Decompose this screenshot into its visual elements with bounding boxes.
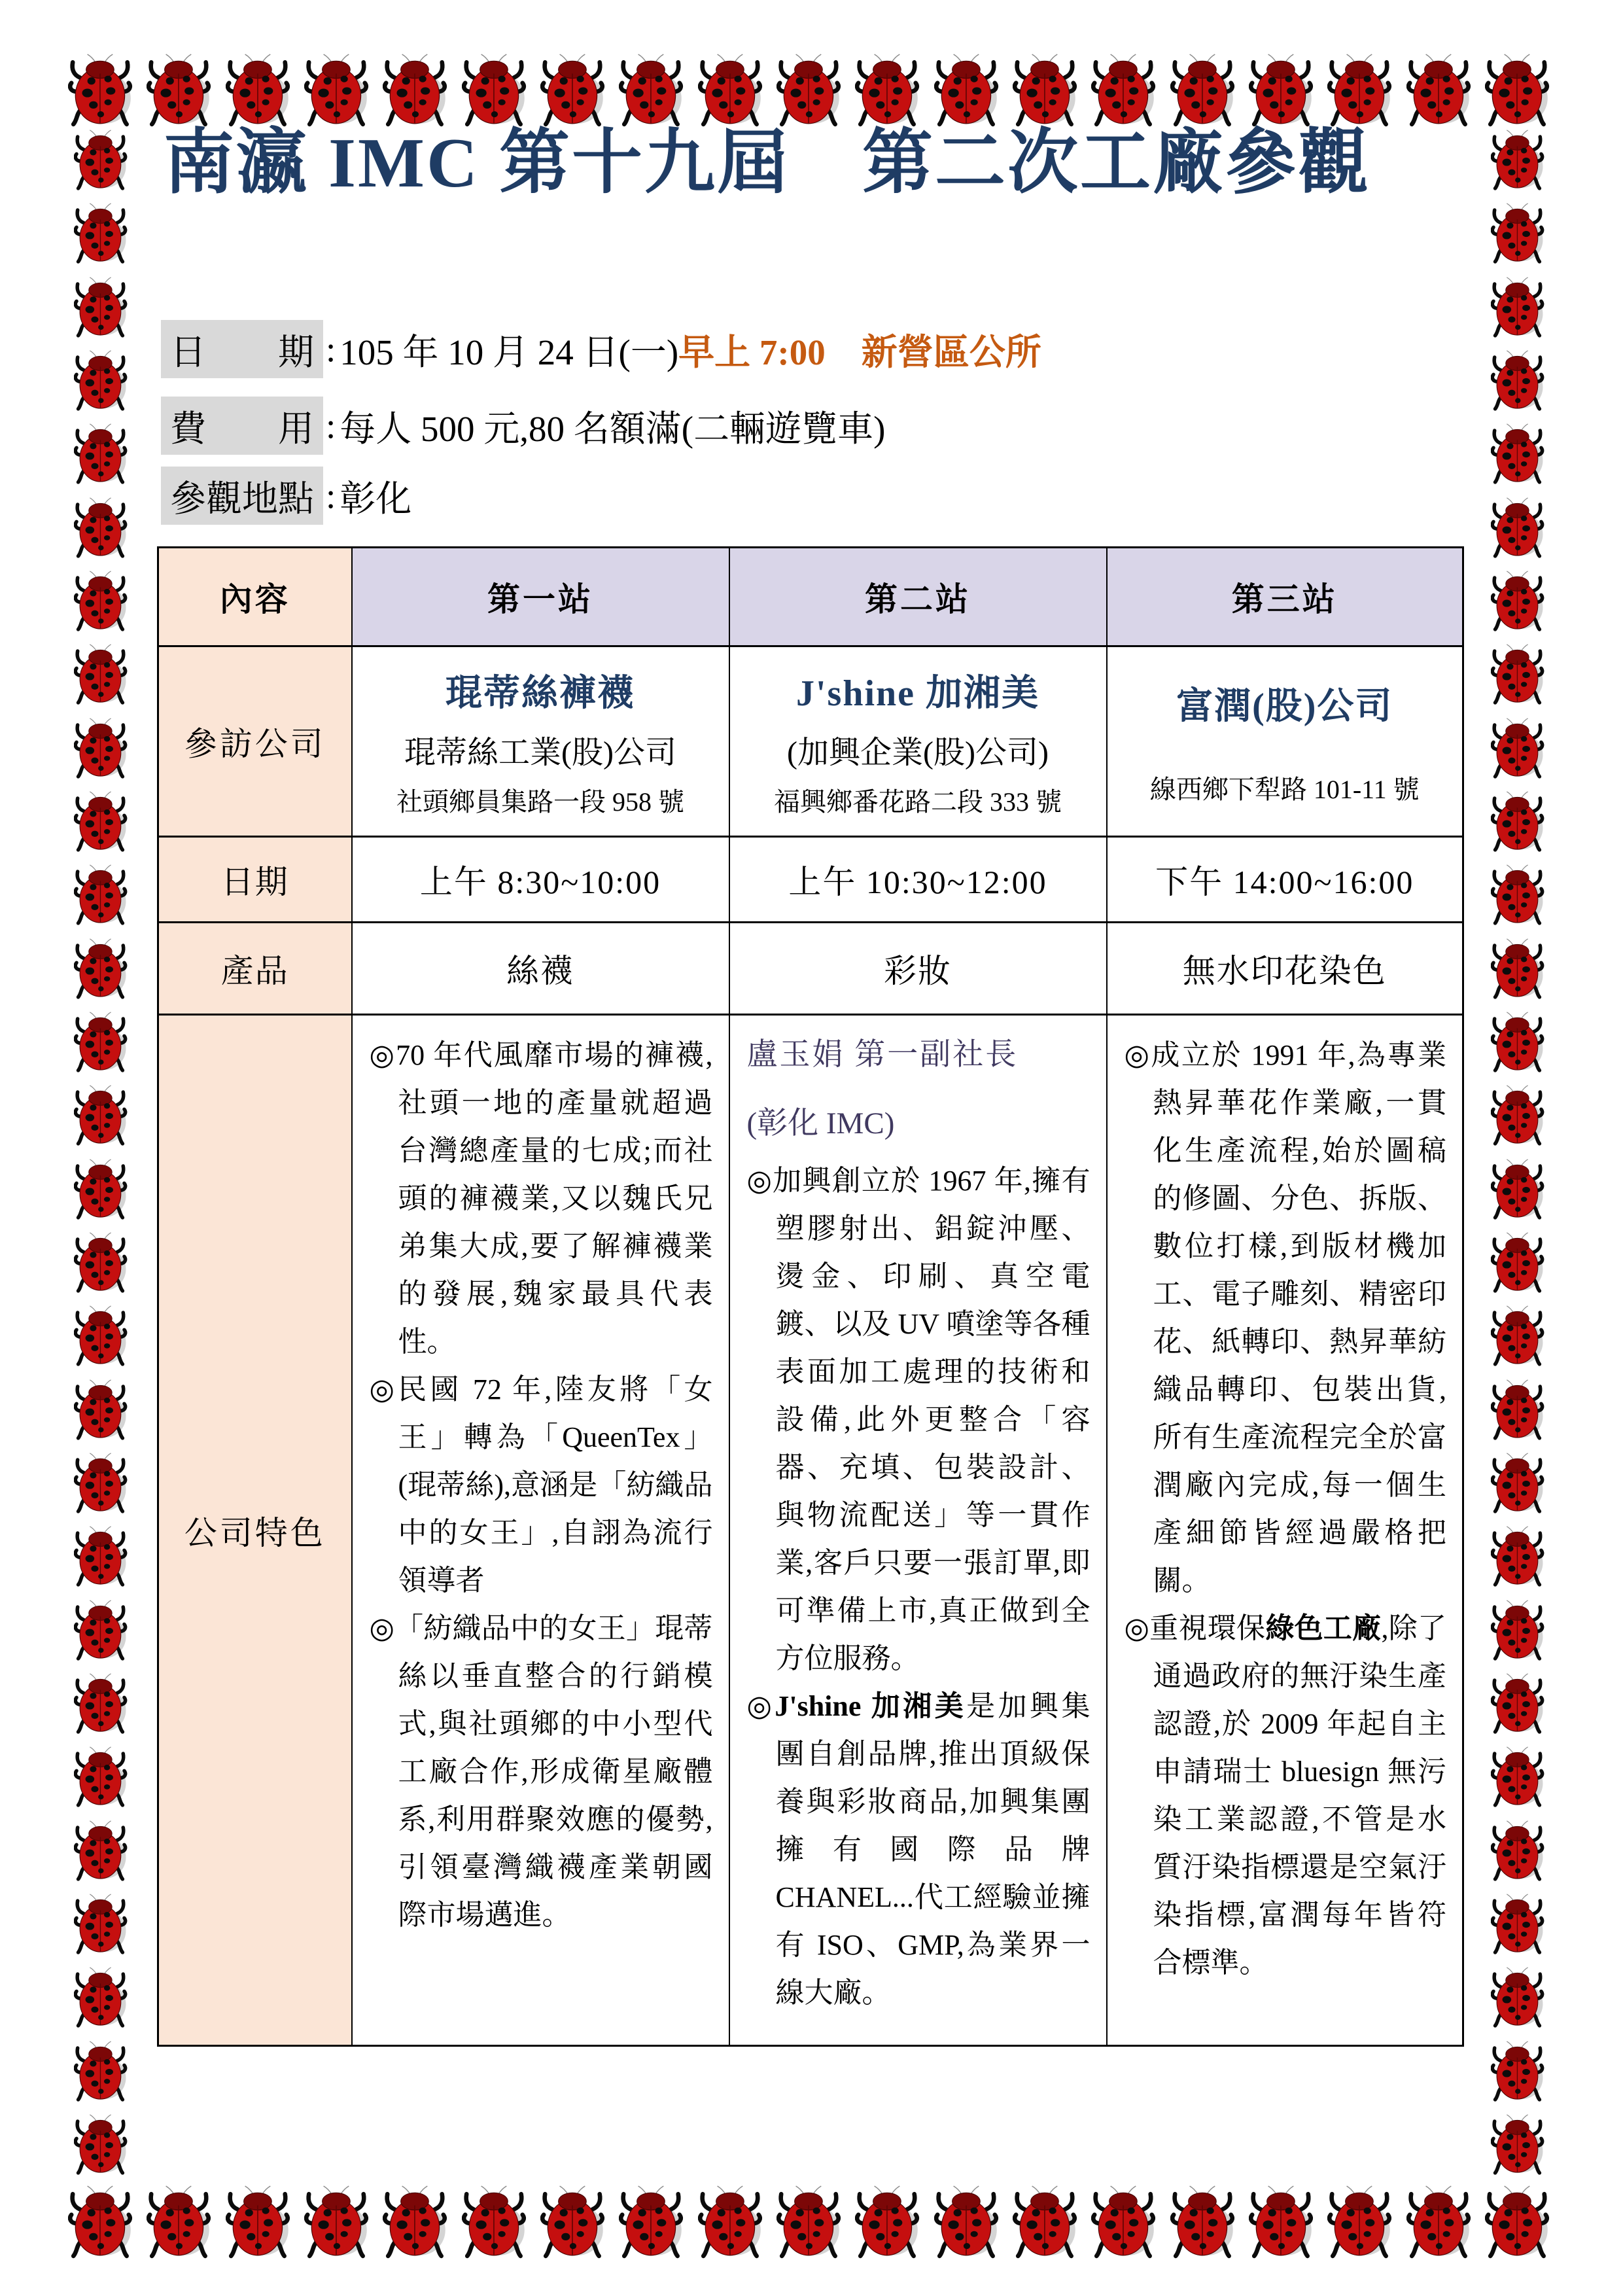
features-stop2 <box>729 1015 1107 2046</box>
ladybug-icon <box>1491 1012 1547 1074</box>
ladybug-icon <box>1091 2185 1159 2260</box>
ladybug-icon <box>74 864 130 927</box>
ladybug-icon <box>1491 1159 1547 1221</box>
ladybug-icon <box>74 1967 130 2029</box>
ladybug-icon <box>1170 2185 1238 2260</box>
ladybug-icon <box>1406 2185 1475 2260</box>
ladybug-icon <box>74 130 130 192</box>
ladybug-icon <box>1491 791 1547 853</box>
ladybug-icon <box>74 1305 130 1368</box>
ladybug-icon <box>1491 1600 1547 1662</box>
feature-paragraph: ◎重視環保綠色工廠,除了通過政府的無汙染生產認證,於 2009 年起自主申請瑞士 bluesign 無污染工業認證,不管是水質汙染指標還是空氣汙染指標,富潤每年皆符合標準。 <box>1124 1612 1446 1979</box>
feature-paragraph: ◎J'shine 加湘美是加興集團自創品牌,推出頂級保養與彩妝商品,加興集團擁有國際品牌 CHANEL...代工經驗並擁有 ISO、GMP,為業界一線大廠。 <box>746 1690 1091 2009</box>
company-subtitle: 琨蒂絲工業(股)公司 <box>404 735 676 770</box>
fee-label: 費 用 <box>161 397 323 455</box>
ladybug-icon <box>1491 1232 1547 1294</box>
ladybug-icon <box>698 2185 766 2260</box>
ladybug-icon <box>74 2041 130 2103</box>
company-address: 社頭鄉員集路一段 958 號 <box>396 787 684 817</box>
ladybug-icon <box>1491 423 1547 486</box>
company-name: J'shine 加湘美 <box>795 673 1040 714</box>
ladybug-icon <box>226 2185 294 2260</box>
ladybug-border-bottom <box>68 2184 1553 2261</box>
ladybug-icon <box>1491 2041 1547 2103</box>
company-stop1 <box>352 646 729 837</box>
ladybug-icon <box>74 1894 130 1956</box>
ladybug-icon <box>74 644 130 706</box>
ladybug-icon <box>1491 1379 1547 1441</box>
row-label-features: 公司特色 <box>158 1015 352 2046</box>
product-stop1: 絲襪 <box>352 923 729 1015</box>
ladybug-icon <box>1013 2185 1081 2260</box>
time-stop3: 下午 14:00~16:00 <box>1107 837 1463 923</box>
ladybug-icon <box>1491 571 1547 633</box>
ladybug-icon <box>74 423 130 486</box>
ladybug-border-right <box>1489 130 1549 2176</box>
ladybug-icon <box>74 1673 130 1735</box>
info-line-fee <box>161 397 885 453</box>
ladybug-icon <box>74 1746 130 1809</box>
ladybug-icon <box>934 2185 1002 2260</box>
table-row-features <box>158 1015 1463 2046</box>
ladybug-icon <box>74 791 130 853</box>
ladybug-icon <box>619 2185 687 2260</box>
ladybug-icon <box>383 2185 451 2260</box>
ladybug-icon <box>1491 1526 1547 1588</box>
page-title: 南瀛 IMC 第十九屆 第二次工廠參觀 <box>164 124 1370 202</box>
features-stop1 <box>352 1015 729 2046</box>
ladybug-icon <box>462 2185 530 2260</box>
date-highlight: 早上 7:00 新營區公所 <box>678 332 1041 372</box>
date-label: 日 期 <box>161 320 323 378</box>
ladybug-icon <box>540 2185 608 2260</box>
place-value: 彰化 <box>340 478 412 519</box>
place-label: 參觀地點 <box>161 467 323 525</box>
header-stop3: 第三站 <box>1107 548 1463 646</box>
table-header-row <box>158 548 1463 646</box>
time-stop1: 上午 8:30~10:00 <box>352 837 729 923</box>
ladybug-icon <box>1491 277 1547 339</box>
ladybug-icon <box>74 718 130 780</box>
ladybug-icon <box>74 1232 130 1294</box>
info-line-date <box>161 321 1041 377</box>
ladybug-icon <box>74 938 130 1000</box>
ladybug-icon <box>1491 1820 1547 1882</box>
table-row-products <box>158 923 1463 1015</box>
feature-paragraph: ◎70 年代風靡市場的褲襪,社頭一地的產量就超過台灣總產量的七成;而社頭的褲襪業,又以魏氏兄弟集大成,要了解褲襪業的發展,魏家最具代表性。 <box>369 1039 713 1358</box>
visit-table <box>157 546 1464 2047</box>
product-stop2: 彩妝 <box>729 923 1107 1015</box>
company-stop3 <box>1107 646 1463 837</box>
company-stop2 <box>729 646 1107 837</box>
ladybug-icon <box>68 54 136 128</box>
ladybug-icon <box>1491 1746 1547 1809</box>
ladybug-icon <box>74 1526 130 1588</box>
feature-paragraph: ◎加興創立於 1967 年,擁有塑膠射出、鋁錠沖壓、燙金、印刷、真空電鍍、以及 UV 噴塗等各種表面加工處理的技術和設備,此外更整合「容器、充填、包裝設計、與物流配送」等一貫作業,客戶只要一張訂單,即可準備上市,真正做到全方位服務。 <box>746 1165 1091 1674</box>
ladybug-icon <box>74 1379 130 1441</box>
feature-paragraph: ◎成立於 1991 年,為專業熱昇華花作業廠,一貫化生產流程,始於圖稿的修圖、分色、拆版、數位打樣,到版材機加工、電子雕刻、精密印花、紙轉印、熱昇華紡織品轉印、包裝出貨,所有生產流程完全於富潤廠內完成,每一個生產細節皆經過嚴格把關。 <box>1124 1039 1446 1597</box>
feature-paragraph: ◎「紡織品中的女王」琨蒂絲以垂直整合的行銷模式,與社頭鄉的中小型代工廠合作,形成衛星廠體系,利用群聚效應的優勢,引領臺灣織襪產業朝國際市場邁進。 <box>369 1612 713 1931</box>
table-row-companies <box>158 646 1463 837</box>
ladybug-icon <box>1485 2185 1553 2260</box>
ladybug-icon <box>1491 1305 1547 1368</box>
header-stop2: 第二站 <box>729 548 1107 646</box>
ladybug-icon <box>1327 2185 1395 2260</box>
company-address: 線西鄉下犁路 101-11 號 <box>1149 774 1420 804</box>
ladybug-icon <box>777 2185 845 2260</box>
ladybug-icon <box>1249 2185 1317 2260</box>
product-stop3: 無水印花染色 <box>1107 923 1463 1015</box>
ladybug-icon <box>1491 350 1547 412</box>
ladybug-icon <box>1491 1673 1547 1735</box>
colon: : <box>326 475 336 516</box>
ladybug-icon <box>1491 1967 1547 2029</box>
ladybug-icon <box>1491 644 1547 706</box>
ladybug-icon <box>74 277 130 339</box>
ladybug-icon <box>74 350 130 412</box>
ladybug-icon <box>1491 718 1547 780</box>
date-value: 105 年 10 月 24 日(一) <box>340 332 679 372</box>
row-label-times: 日期 <box>158 837 352 923</box>
feature-paragraph: ◎民國 72 年,陸友將「女王」轉為「QueenTex」(琨蒂絲),意涵是「紡織品中的女王」,自詡為流行領導者 <box>369 1373 713 1597</box>
ladybug-icon <box>1491 864 1547 927</box>
ladybug-icon <box>1491 203 1547 265</box>
time-stop2: 上午 10:30~12:00 <box>729 837 1107 923</box>
speaker-name: 盧玉娟 第一副社長 <box>746 1038 1019 1072</box>
ladybug-icon <box>74 1012 130 1074</box>
ladybug-icon <box>1491 1453 1547 1515</box>
ladybug-icon <box>1491 130 1547 192</box>
company-name: 琨蒂絲褲襪 <box>445 673 635 714</box>
ladybug-icon <box>74 1820 130 1882</box>
ladybug-icon <box>1491 497 1547 559</box>
ladybug-icon <box>68 2185 136 2260</box>
ladybug-icon <box>74 1085 130 1147</box>
ladybug-icon <box>1485 54 1553 128</box>
ladybug-icon <box>304 2185 372 2260</box>
ladybug-icon <box>74 2114 130 2176</box>
ladybug-icon <box>74 1600 130 1662</box>
colon: : <box>326 328 336 369</box>
row-label-companies: 參訪公司 <box>158 646 352 837</box>
ladybug-icon <box>1491 938 1547 1000</box>
company-address: 福興鄉番花路二段 333 號 <box>774 787 1062 817</box>
ladybug-icon <box>74 1159 130 1221</box>
ladybug-icon <box>74 203 130 265</box>
ladybug-icon <box>1491 1085 1547 1147</box>
header-stop1: 第一站 <box>352 548 729 646</box>
company-subtitle: (加興企業(股)公司) <box>787 735 1049 770</box>
ladybug-icon <box>74 497 130 559</box>
company-name: 富潤(股)公司 <box>1176 686 1393 727</box>
fee-value: 每人 500 元,80 名額滿(二輛遊覽車) <box>340 408 886 449</box>
ladybug-border-left <box>72 130 132 2176</box>
ladybug-icon <box>855 2185 923 2260</box>
features-stop3 <box>1107 1015 1463 2046</box>
ladybug-icon <box>1491 2114 1547 2176</box>
ladybug-icon <box>74 1453 130 1515</box>
row-label-products: 產品 <box>158 923 352 1015</box>
header-content: 內容 <box>158 548 352 646</box>
table-row-times <box>158 837 1463 923</box>
info-line-place <box>161 467 411 523</box>
colon: : <box>326 405 336 446</box>
ladybug-icon <box>74 571 130 633</box>
speaker-chapter: (彰化 IMC) <box>746 1106 895 1140</box>
ladybug-icon <box>1491 1894 1547 1956</box>
ladybug-icon <box>147 2185 215 2260</box>
